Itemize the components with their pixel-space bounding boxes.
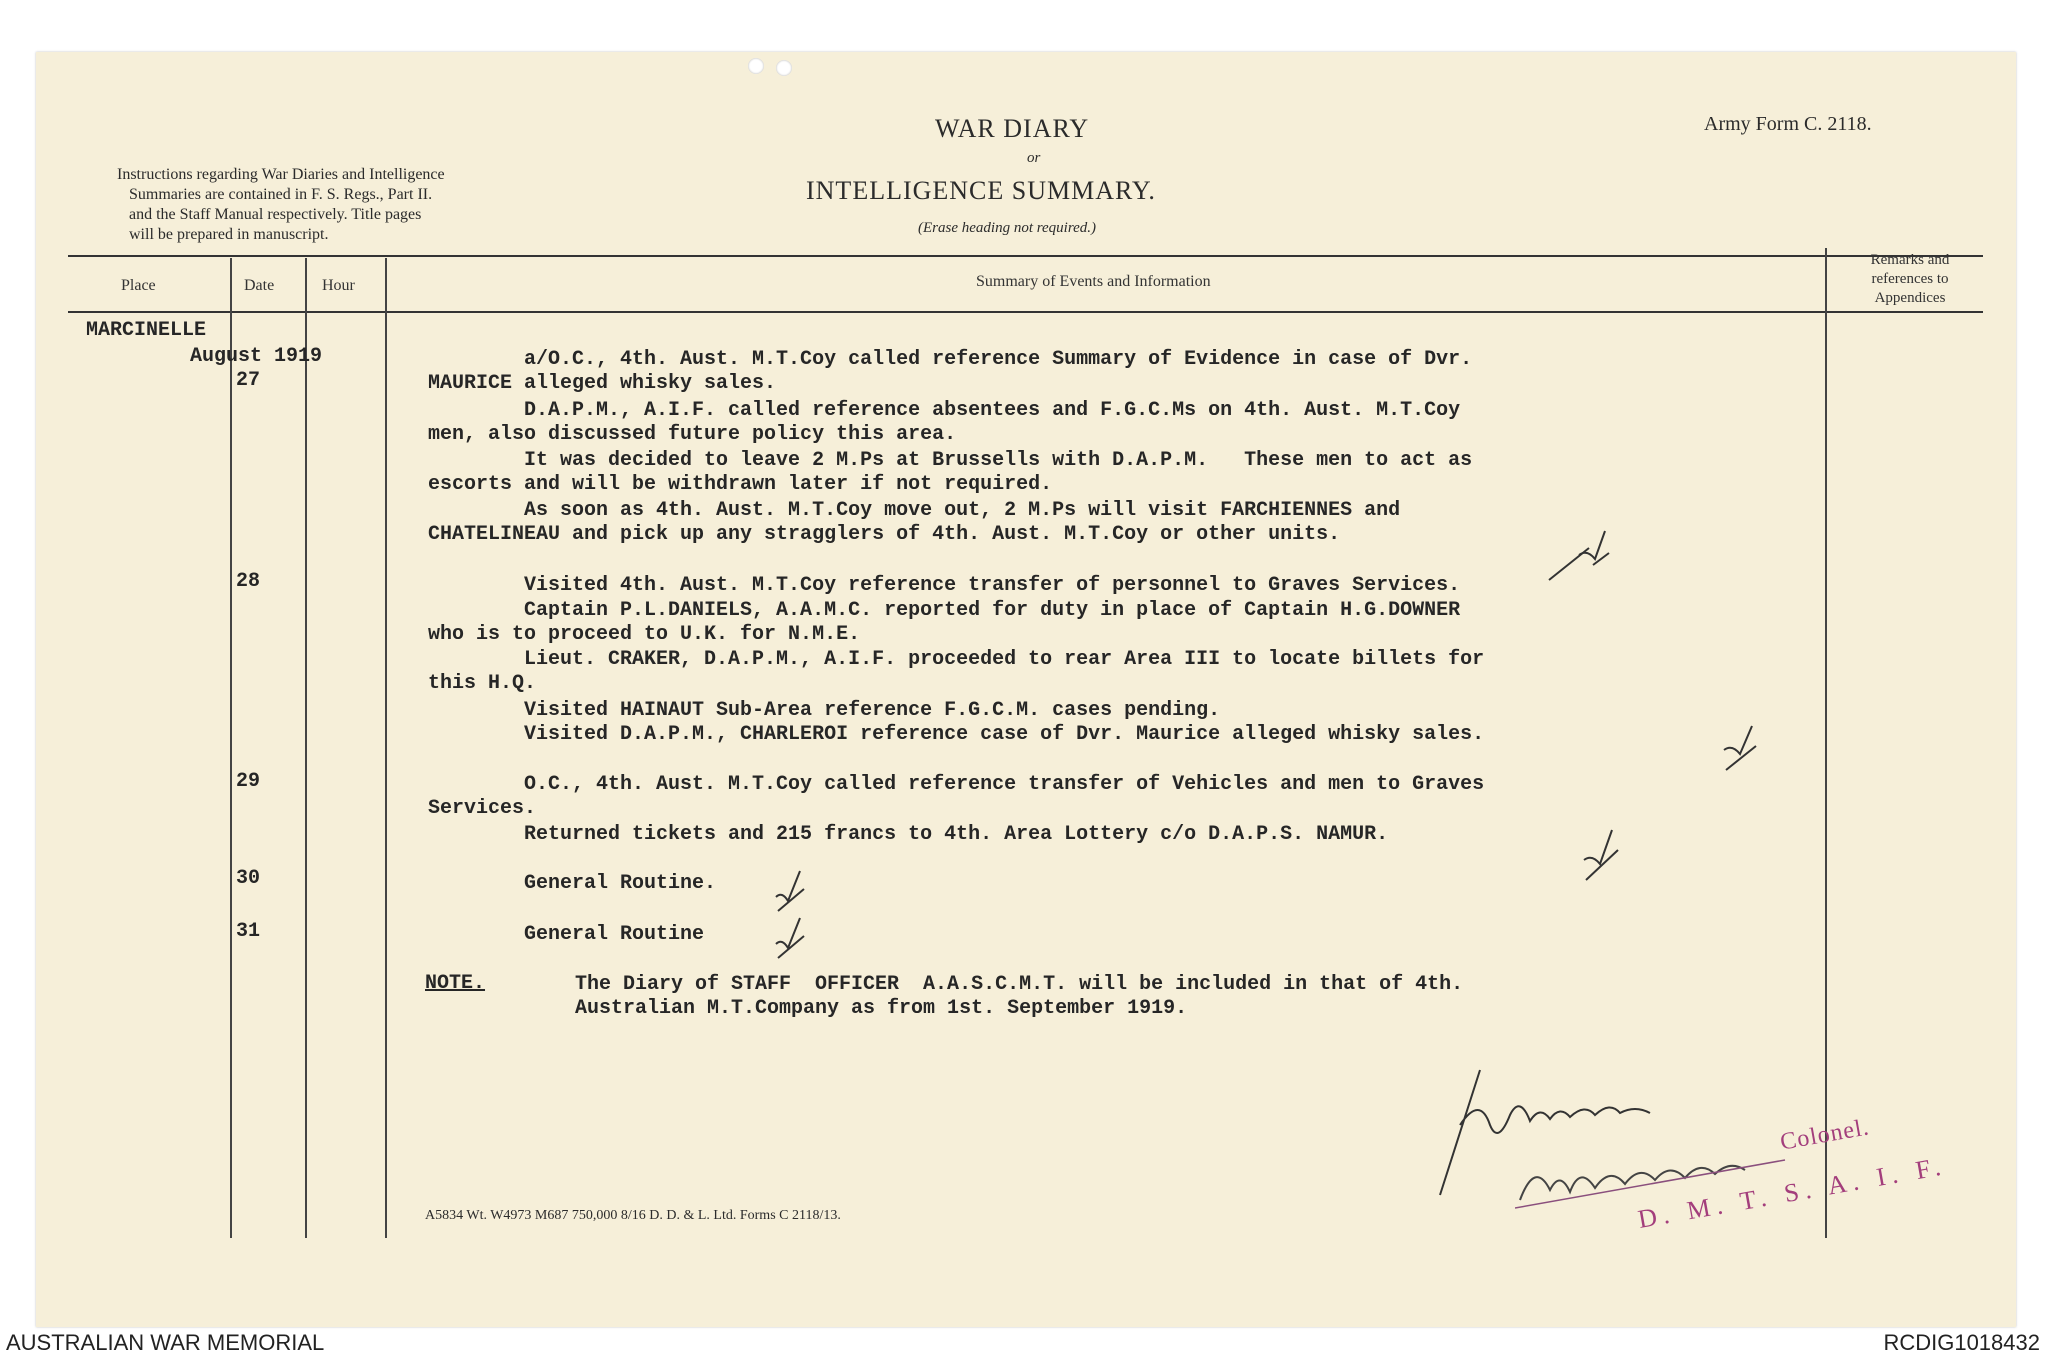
check-mark-icon bbox=[1545, 540, 1595, 600]
summary-line: Visited 4th. Aust. M.T.Coy reference transfer of personnel to Graves Services. bbox=[428, 574, 1461, 597]
note-label: NOTE. bbox=[425, 972, 486, 995]
summary-line: Captain P.L.DANIELS, A.A.M.C. reported for duty in place of Captain H.G.DOWNER bbox=[428, 599, 1461, 622]
check-mark-icon bbox=[1578, 820, 1623, 885]
form-print-line: A5834 Wt. W4973 M687 750,000 8/16 D. D. & L. Ltd. Forms C 2118/13. bbox=[425, 1208, 841, 1223]
title-war-diary: WAR DIARY bbox=[935, 114, 1090, 143]
note-line: Australian M.T.Company as from 1st. September 1919. bbox=[575, 997, 1188, 1020]
column-header-place: Place bbox=[121, 277, 156, 294]
remarks-line: Appendices bbox=[1874, 290, 1946, 306]
summary-line: Lieut. CRAKER, D.A.P.M., A.I.F. proceeded to rear Area III to locate billets for bbox=[428, 648, 1485, 671]
summary-line: a/O.C., 4th. Aust. M.T.Coy called reference Summary of Evidence in case of Dvr. bbox=[428, 348, 1473, 371]
summary-line: It was decided to leave 2 M.Ps at Brussells with D.A.P.M. These men to act as bbox=[428, 449, 1473, 472]
column-header-hour: Hour bbox=[322, 277, 355, 294]
footer-archive-name: AUSTRALIAN WAR MEMORIAL bbox=[6, 1330, 325, 1355]
title-or: or bbox=[1027, 150, 1041, 166]
column-header-remarks bbox=[1835, 251, 1985, 308]
header-bottom-rule bbox=[68, 311, 1983, 313]
remarks-line: references to bbox=[1871, 271, 1949, 287]
column-header-summary: Summary of Events and Information bbox=[976, 273, 1211, 290]
erase-note: (Erase heading not required.) bbox=[918, 220, 1097, 236]
summary-line: As soon as 4th. Aust. M.T.Coy move out, 2 M.Ps will visit FARCHIENNES and bbox=[428, 499, 1401, 522]
colonel-stamp: Colonel. bbox=[1778, 1114, 1872, 1156]
summary-line: D.A.P.M., A.I.F. called reference absentees and F.G.C.Ms on 4th. Aust. M.T.Coy bbox=[428, 399, 1461, 422]
instructions-block bbox=[117, 165, 577, 245]
dmts-aif-stamp: D. M. T. S. A. I. F. bbox=[1635, 1151, 1949, 1234]
date-entry: 27 bbox=[236, 369, 261, 392]
summary-line: Returned tickets and 215 francs to 4th. Area Lottery c/o D.A.P.S. NAMUR. bbox=[428, 823, 1389, 846]
summary-line: O.C., 4th. Aust. M.T.Coy called reference transfer of Vehicles and men to Graves bbox=[428, 773, 1485, 796]
summary-line: Visited HAINAUT Sub-Area reference F.G.C.M. cases pending. bbox=[428, 699, 1221, 722]
place-entry: MARCINELLE bbox=[86, 319, 207, 342]
summary-line: Services. bbox=[428, 797, 537, 820]
note-line: The Diary of STAFF OFFICER A.A.S.C.M.T. will be included in that of 4th. bbox=[575, 973, 1464, 996]
title-intelligence-summary: INTELLIGENCE SUMMARY. bbox=[806, 176, 1156, 205]
date-entry: 31 bbox=[236, 920, 261, 943]
summary-line: escorts and will be withdrawn later if not required. bbox=[428, 473, 1053, 496]
instructions-line: and the Staff Manual respectively. Title pages bbox=[129, 206, 422, 223]
punch-hole bbox=[776, 60, 792, 76]
remarks-line: Remarks and bbox=[1870, 252, 1950, 268]
summary-line: General Routine. bbox=[428, 872, 717, 895]
date-entry: 30 bbox=[236, 867, 261, 890]
instructions-line: Summaries are contained in F. S. Regs., Part II. bbox=[129, 186, 433, 203]
table-top-rule bbox=[68, 255, 1983, 257]
date-entry: 29 bbox=[236, 770, 261, 793]
summary-line: Visited D.A.P.M., CHARLEROI reference case of Dvr. Maurice alleged whisky sales. bbox=[428, 723, 1485, 746]
column-rule bbox=[1825, 248, 1827, 1238]
column-rule bbox=[230, 258, 232, 1238]
summary-line: CHATELINEAU and pick up any stragglers of 4th. Aust. M.T.Coy or other units. bbox=[428, 523, 1341, 546]
instructions-line: will be prepared in manuscript. bbox=[129, 226, 329, 243]
summary-line: MAURICE alleged whisky sales. bbox=[428, 372, 777, 395]
summary-line: this H.Q. bbox=[428, 672, 537, 695]
check-mark-icon bbox=[1720, 720, 1760, 775]
column-header-date: Date bbox=[244, 277, 275, 294]
punch-hole bbox=[748, 58, 764, 74]
check-mark-icon bbox=[770, 865, 810, 915]
summary-line: men, also discussed future policy this area. bbox=[428, 423, 957, 446]
summary-line: General Routine bbox=[428, 923, 705, 946]
date-entry: 28 bbox=[236, 570, 261, 593]
army-form-id: Army Form C. 2118. bbox=[1704, 113, 1872, 135]
footer-record-id: RCDIG1018432 bbox=[1883, 1330, 2040, 1355]
summary-line: who is to proceed to U.K. for N.M.E. bbox=[428, 623, 861, 646]
column-rule bbox=[305, 258, 307, 1238]
month-entry: August 1919 bbox=[190, 345, 323, 368]
check-mark-icon bbox=[770, 912, 810, 962]
instructions-line: Instructions regarding War Diaries and Intelligence bbox=[117, 166, 445, 183]
column-rule bbox=[385, 258, 387, 1238]
